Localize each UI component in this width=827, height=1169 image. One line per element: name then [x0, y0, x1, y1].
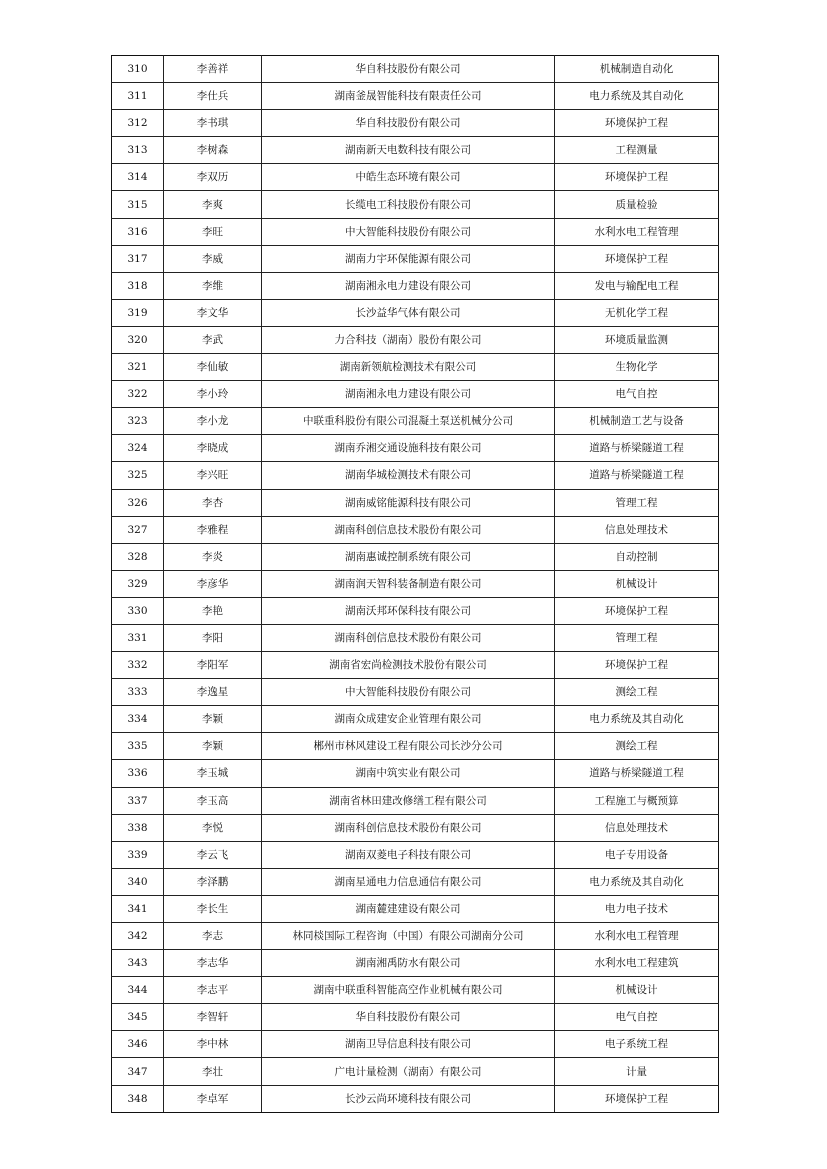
row-number-cell: 340	[112, 868, 164, 895]
specialty-cell: 道路与桥梁隧道工程	[555, 462, 719, 489]
company-name-cell: 湖南科创信息技术股份有限公司	[262, 814, 555, 841]
specialty-cell: 道路与桥梁隧道工程	[555, 760, 719, 787]
row-number-cell: 327	[112, 516, 164, 543]
company-name-cell: 湖南星通电力信息通信有限公司	[262, 868, 555, 895]
person-name-cell: 李旺	[164, 218, 262, 245]
specialty-cell: 电力系统及其自动化	[555, 706, 719, 733]
company-name-cell: 湖南中联重科智能高空作业机械有限公司	[262, 977, 555, 1004]
table-row	[112, 164, 719, 191]
specialty-cell: 测绘工程	[555, 733, 719, 760]
specialty-cell: 质量检验	[555, 191, 719, 218]
table-row	[112, 110, 719, 137]
specialty-cell: 自动控制	[555, 543, 719, 570]
table-row	[112, 733, 719, 760]
company-name-cell: 湖南双菱电子科技有限公司	[262, 841, 555, 868]
company-name-cell: 华自科技股份有限公司	[262, 1004, 555, 1031]
row-number-cell: 313	[112, 137, 164, 164]
company-name-cell: 长缆电工科技股份有限公司	[262, 191, 555, 218]
specialty-cell: 机械制造自动化	[555, 56, 719, 83]
person-name-cell: 李壮	[164, 1058, 262, 1085]
specialty-cell: 环境保护工程	[555, 110, 719, 137]
specialty-cell: 环境质量监测	[555, 326, 719, 353]
specialty-cell: 水利水电工程建筑	[555, 950, 719, 977]
company-name-cell: 华自科技股份有限公司	[262, 110, 555, 137]
row-number-cell: 316	[112, 218, 164, 245]
row-number-cell: 322	[112, 381, 164, 408]
company-name-cell: 湖南新领航检测技术有限公司	[262, 354, 555, 381]
company-name-cell: 湖南釜晟智能科技有限责任公司	[262, 83, 555, 110]
company-name-cell: 中皓生态环境有限公司	[262, 164, 555, 191]
specialty-cell: 信息处理技术	[555, 516, 719, 543]
row-number-cell: 323	[112, 408, 164, 435]
person-name-cell: 李卓军	[164, 1085, 262, 1112]
person-name-cell: 李玉城	[164, 760, 262, 787]
person-name-cell: 李善祥	[164, 56, 262, 83]
person-name-cell: 李双历	[164, 164, 262, 191]
company-name-cell: 中大智能科技股份有限公司	[262, 679, 555, 706]
specialty-cell: 环境保护工程	[555, 597, 719, 624]
company-name-cell: 湖南沃邦环保科技有限公司	[262, 597, 555, 624]
row-number-cell: 341	[112, 895, 164, 922]
person-name-cell: 李颖	[164, 733, 262, 760]
specialty-cell: 电气自控	[555, 1004, 719, 1031]
row-number-cell: 332	[112, 652, 164, 679]
table-row	[112, 841, 719, 868]
row-number-cell: 334	[112, 706, 164, 733]
person-name-cell: 李杏	[164, 489, 262, 516]
person-name-cell: 李志平	[164, 977, 262, 1004]
company-name-cell: 湖南科创信息技术股份有限公司	[262, 516, 555, 543]
row-number-cell: 336	[112, 760, 164, 787]
row-number-cell: 326	[112, 489, 164, 516]
table-row	[112, 516, 719, 543]
table-row	[112, 299, 719, 326]
person-name-cell: 李云飞	[164, 841, 262, 868]
specialty-cell: 环境保护工程	[555, 1085, 719, 1112]
row-number-cell: 319	[112, 299, 164, 326]
specialty-cell: 机械设计	[555, 570, 719, 597]
table-row	[112, 624, 719, 651]
person-name-cell: 李树森	[164, 137, 262, 164]
company-name-cell: 广电计量检测（湖南）有限公司	[262, 1058, 555, 1085]
person-name-cell: 李泽鹏	[164, 868, 262, 895]
person-name-cell: 李阳	[164, 624, 262, 651]
row-number-cell: 325	[112, 462, 164, 489]
row-number-cell: 342	[112, 923, 164, 950]
specialty-cell: 电力系统及其自动化	[555, 83, 719, 110]
table-row	[112, 191, 719, 218]
company-name-cell: 湖南新天电数科技有限公司	[262, 137, 555, 164]
company-name-cell: 力合科技（湖南）股份有限公司	[262, 326, 555, 353]
table-row	[112, 489, 719, 516]
table-row	[112, 354, 719, 381]
specialty-cell: 环境保护工程	[555, 245, 719, 272]
company-name-cell: 湖南力宇环保能源有限公司	[262, 245, 555, 272]
table-row	[112, 462, 719, 489]
roster-table	[111, 55, 719, 1113]
row-number-cell: 331	[112, 624, 164, 651]
specialty-cell: 工程施工与概预算	[555, 787, 719, 814]
person-name-cell: 李炎	[164, 543, 262, 570]
table-row	[112, 895, 719, 922]
table-row	[112, 923, 719, 950]
person-name-cell: 李悦	[164, 814, 262, 841]
specialty-cell: 无机化学工程	[555, 299, 719, 326]
company-name-cell: 林同棪国际工程咨询（中国）有限公司湖南分公司	[262, 923, 555, 950]
specialty-cell: 机械设计	[555, 977, 719, 1004]
company-name-cell: 湖南科创信息技术股份有限公司	[262, 624, 555, 651]
company-name-cell: 长沙益华气体有限公司	[262, 299, 555, 326]
company-name-cell: 湖南乔湘交通设施科技有限公司	[262, 435, 555, 462]
company-name-cell: 中大智能科技股份有限公司	[262, 218, 555, 245]
company-name-cell: 湖南润天智科装备制造有限公司	[262, 570, 555, 597]
row-number-cell: 317	[112, 245, 164, 272]
company-name-cell: 湖南省宏尚检测技术股份有限公司	[262, 652, 555, 679]
table-row	[112, 814, 719, 841]
company-name-cell: 湖南威铭能源科技有限公司	[262, 489, 555, 516]
person-name-cell: 李威	[164, 245, 262, 272]
person-name-cell: 李志	[164, 923, 262, 950]
row-number-cell: 324	[112, 435, 164, 462]
row-number-cell: 328	[112, 543, 164, 570]
person-name-cell: 李书琪	[164, 110, 262, 137]
specialty-cell: 电子系统工程	[555, 1031, 719, 1058]
table-row	[112, 950, 719, 977]
row-number-cell: 330	[112, 597, 164, 624]
person-name-cell: 李艳	[164, 597, 262, 624]
specialty-cell: 机械制造工艺与设备	[555, 408, 719, 435]
person-name-cell: 李兴旺	[164, 462, 262, 489]
person-name-cell: 李志华	[164, 950, 262, 977]
person-name-cell: 李彦华	[164, 570, 262, 597]
person-name-cell: 李仙敏	[164, 354, 262, 381]
company-name-cell: 华自科技股份有限公司	[262, 56, 555, 83]
specialty-cell: 管理工程	[555, 624, 719, 651]
row-number-cell: 346	[112, 1031, 164, 1058]
specialty-cell: 信息处理技术	[555, 814, 719, 841]
table-row	[112, 1085, 719, 1112]
table-row	[112, 652, 719, 679]
row-number-cell: 343	[112, 950, 164, 977]
person-name-cell: 李逸星	[164, 679, 262, 706]
row-number-cell: 318	[112, 272, 164, 299]
table-row	[112, 245, 719, 272]
company-name-cell: 湖南中筑实业有限公司	[262, 760, 555, 787]
specialty-cell: 工程测量	[555, 137, 719, 164]
company-name-cell: 湖南众成建安企业管理有限公司	[262, 706, 555, 733]
company-name-cell: 郴州市林风建设工程有限公司长沙分公司	[262, 733, 555, 760]
company-name-cell: 湖南华城检测技术有限公司	[262, 462, 555, 489]
table-row	[112, 868, 719, 895]
table-row	[112, 679, 719, 706]
specialty-cell: 发电与输配电工程	[555, 272, 719, 299]
table-row	[112, 760, 719, 787]
company-name-cell: 湖南惠诚控制系统有限公司	[262, 543, 555, 570]
person-name-cell: 李爽	[164, 191, 262, 218]
row-number-cell: 348	[112, 1085, 164, 1112]
row-number-cell: 339	[112, 841, 164, 868]
person-name-cell: 李中林	[164, 1031, 262, 1058]
row-number-cell: 344	[112, 977, 164, 1004]
specialty-cell: 管理工程	[555, 489, 719, 516]
company-name-cell: 湖南麓建建设有限公司	[262, 895, 555, 922]
person-name-cell: 李文华	[164, 299, 262, 326]
specialty-cell: 环境保护工程	[555, 652, 719, 679]
table-row	[112, 435, 719, 462]
specialty-cell: 电力系统及其自动化	[555, 868, 719, 895]
person-name-cell: 李阳军	[164, 652, 262, 679]
person-name-cell: 李维	[164, 272, 262, 299]
table-row	[112, 218, 719, 245]
specialty-cell: 电气自控	[555, 381, 719, 408]
row-number-cell: 310	[112, 56, 164, 83]
person-name-cell: 李颖	[164, 706, 262, 733]
row-number-cell: 320	[112, 326, 164, 353]
company-name-cell: 长沙云尚环境科技有限公司	[262, 1085, 555, 1112]
table-row	[112, 137, 719, 164]
table-row	[112, 570, 719, 597]
specialty-cell: 道路与桥梁隧道工程	[555, 435, 719, 462]
person-name-cell: 李长生	[164, 895, 262, 922]
row-number-cell: 321	[112, 354, 164, 381]
company-name-cell: 湖南省林田建改修缮工程有限公司	[262, 787, 555, 814]
table-row	[112, 1004, 719, 1031]
table-row	[112, 326, 719, 353]
table-row	[112, 56, 719, 83]
specialty-cell: 水利水电工程管理	[555, 923, 719, 950]
row-number-cell: 347	[112, 1058, 164, 1085]
table-row	[112, 597, 719, 624]
company-name-cell: 湖南湘禹防水有限公司	[262, 950, 555, 977]
specialty-cell: 电力电子技术	[555, 895, 719, 922]
person-name-cell: 李小玲	[164, 381, 262, 408]
row-number-cell: 337	[112, 787, 164, 814]
specialty-cell: 测绘工程	[555, 679, 719, 706]
company-name-cell: 湖南湘永电力建设有限公司	[262, 381, 555, 408]
table-row	[112, 1058, 719, 1085]
person-name-cell: 李晓成	[164, 435, 262, 462]
specialty-cell: 计量	[555, 1058, 719, 1085]
row-number-cell: 315	[112, 191, 164, 218]
table-row	[112, 83, 719, 110]
table-row	[112, 706, 719, 733]
row-number-cell: 312	[112, 110, 164, 137]
person-name-cell: 李玉高	[164, 787, 262, 814]
row-number-cell: 338	[112, 814, 164, 841]
row-number-cell: 345	[112, 1004, 164, 1031]
table-row	[112, 977, 719, 1004]
person-name-cell: 李小龙	[164, 408, 262, 435]
table-row	[112, 408, 719, 435]
row-number-cell: 314	[112, 164, 164, 191]
specialty-cell: 电子专用设备	[555, 841, 719, 868]
person-name-cell: 李雅程	[164, 516, 262, 543]
row-number-cell: 329	[112, 570, 164, 597]
person-name-cell: 李仕兵	[164, 83, 262, 110]
company-name-cell: 湖南湘永电力建设有限公司	[262, 272, 555, 299]
row-number-cell: 311	[112, 83, 164, 110]
person-name-cell: 李智轩	[164, 1004, 262, 1031]
specialty-cell: 环境保护工程	[555, 164, 719, 191]
table-row	[112, 787, 719, 814]
table-row	[112, 1031, 719, 1058]
row-number-cell: 333	[112, 679, 164, 706]
company-name-cell: 中联重科股份有限公司混凝土泵送机械分公司	[262, 408, 555, 435]
company-name-cell: 湖南卫导信息科技有限公司	[262, 1031, 555, 1058]
specialty-cell: 生物化学	[555, 354, 719, 381]
table-row	[112, 543, 719, 570]
specialty-cell: 水利水电工程管理	[555, 218, 719, 245]
table-row	[112, 381, 719, 408]
table-row	[112, 272, 719, 299]
roster-table-body	[112, 56, 719, 1113]
person-name-cell: 李武	[164, 326, 262, 353]
row-number-cell: 335	[112, 733, 164, 760]
